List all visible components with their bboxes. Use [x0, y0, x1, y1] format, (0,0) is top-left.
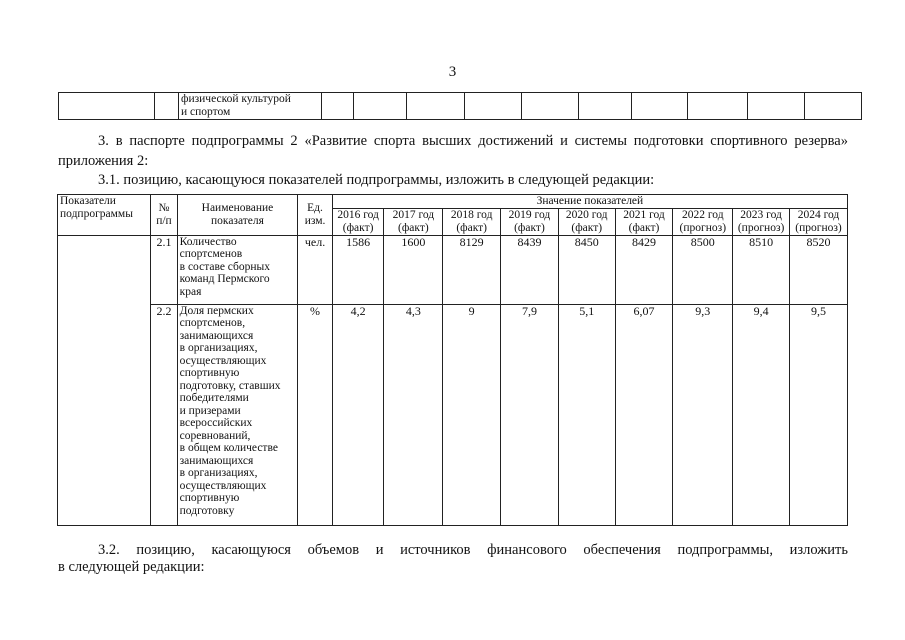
table-row: [58, 304, 848, 525]
year-header: 2024 год (прогноз): [789, 208, 847, 235]
continuation-table: [58, 92, 862, 120]
header-indicators: Показатели подпрограммы: [58, 195, 151, 236]
paragraph: 3. в паспорте подпрограммы 2 «Развитие спорта высших достижений и системы подготовки спортивного резерва» приложения 2:: [58, 133, 848, 169]
row-name: Доля пермских спортсменов, занимающихся в организациях, осуществляющих спортивную подготовку, ставших победителями и призерами всероссийских соревнований, в общем количестве занимающихся в организациях, осуществляющих спортивную подготовку: [177, 304, 298, 525]
value-cell: 4,3: [384, 304, 443, 525]
indicators-table: [57, 194, 848, 526]
value-cell: 1600: [384, 235, 443, 304]
indicator-name-cell: физической культурой и спортом: [179, 93, 322, 120]
value-cell: 9: [443, 304, 501, 525]
header-unit: Ед. изм.: [298, 195, 332, 236]
year-header: 2023 год (прогноз): [733, 208, 790, 235]
year-header: 2022 год (прогноз): [673, 208, 733, 235]
value-cell: 9,3: [673, 304, 733, 525]
value-cell: 7,9: [501, 304, 559, 525]
value-cell: 1586: [332, 235, 384, 304]
table-row: [59, 93, 862, 120]
value-cell: 8510: [733, 235, 790, 304]
header-row: [58, 195, 848, 209]
table-row: [58, 235, 848, 304]
value-cell: 5,1: [558, 304, 615, 525]
value-cell: 8520: [789, 235, 847, 304]
header-num: № п/п: [151, 195, 177, 236]
row-unit: %: [298, 304, 332, 525]
header-name: Наименование показателя: [177, 195, 298, 236]
paragraph: в следующей редакции:: [58, 559, 205, 575]
year-header: 2020 год (факт): [558, 208, 615, 235]
year-header: 2017 год (факт): [384, 208, 443, 235]
value-cell: 8500: [673, 235, 733, 304]
value-cell: 9,4: [733, 304, 790, 525]
value-cell: 9,5: [789, 304, 847, 525]
year-header: 2019 год (факт): [501, 208, 559, 235]
row-num: 2.1: [151, 235, 177, 304]
paragraph: 3.1. позицию, касающуюся показателей подпрограммы, изложить в следующей редакции:: [98, 172, 655, 188]
value-cell: 6,07: [615, 304, 673, 525]
value-cell: 8439: [501, 235, 559, 304]
row-unit: чел.: [298, 235, 332, 304]
year-header: 2021 год (факт): [615, 208, 673, 235]
value-cell: 8429: [615, 235, 673, 304]
header-values: Значение показателей: [332, 195, 847, 209]
paragraph: 3.2. позицию, касающуюся объемов и источников финансового обеспечения подпрограммы, изложить: [98, 542, 848, 558]
row-num: 2.2: [151, 304, 177, 525]
row-name: Количество спортсменов в составе сборных команд Пермского края: [177, 235, 298, 304]
value-cell: 8129: [443, 235, 501, 304]
page-number: 3: [448, 64, 457, 80]
value-cell: 8450: [558, 235, 615, 304]
year-header: 2016 год (факт): [332, 208, 384, 235]
year-header: 2018 год (факт): [443, 208, 501, 235]
value-cell: 4,2: [332, 304, 384, 525]
